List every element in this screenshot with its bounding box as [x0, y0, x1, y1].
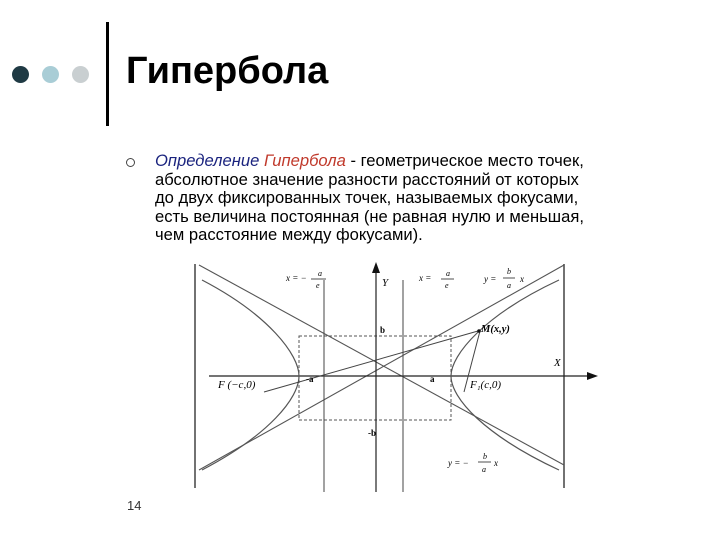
point-m-label: M(x,y): [481, 324, 510, 335]
svg-text:b: b: [483, 452, 487, 461]
svg-text:y =: y =: [484, 274, 497, 284]
asymptote-negative: [199, 265, 564, 465]
focus-right-label: F₁(c,0): [470, 379, 502, 391]
definition-line-5: чем расстояние между фокусами).: [155, 225, 423, 244]
dot-grey: [72, 66, 89, 83]
asymptote-negative-formula: [447, 452, 498, 474]
svg-text:b: b: [507, 267, 511, 276]
asymptote-positive-formula: [483, 267, 524, 290]
y-axis-label: Y: [382, 277, 389, 289]
definition-line-1: - геометрическое место точек,: [345, 151, 584, 170]
x-axis-label: X: [554, 357, 561, 369]
hyperbola-diagram: [194, 260, 614, 492]
definition-line-2: абсолютное значение разности расстояний от которых: [155, 169, 579, 189]
svg-text:x: x: [494, 458, 498, 468]
page-number: 14: [127, 498, 142, 513]
svg-text:y = −: y = −: [448, 458, 469, 468]
svg-text:a: a: [318, 269, 322, 278]
dot-dark: [12, 66, 29, 83]
definition-line-3: до двух фиксированных точек, называемых фокусами,: [155, 188, 579, 207]
definition-term: Гипербола: [263, 151, 346, 170]
directrix-right-formula: [418, 269, 454, 290]
svg-text:x: x: [520, 274, 524, 284]
bullet-icon: [126, 158, 135, 167]
svg-text:a: a: [482, 465, 486, 474]
definition-term-prefix: Определение: [155, 151, 264, 170]
svg-text:x =: x =: [419, 273, 432, 283]
slide-title: Гипербола: [126, 50, 329, 92]
title-divider: [106, 22, 109, 126]
definition-text: [155, 152, 675, 245]
svg-text:e: e: [316, 281, 320, 290]
directrix-left-formula: [285, 269, 326, 290]
dot-light: [42, 66, 59, 83]
svg-text:a: a: [446, 269, 450, 278]
svg-text:x = −: x = −: [286, 273, 307, 283]
label-minus-b: -b: [368, 428, 377, 438]
fundamental-rectangle: [299, 336, 451, 420]
label-a: a: [430, 374, 435, 384]
focus-left-label: F (−c,0): [218, 379, 256, 391]
y-axis-arrow: [372, 262, 380, 273]
svg-text:a: a: [507, 281, 511, 290]
svg-text:e: e: [445, 281, 449, 290]
label-b: b: [380, 325, 386, 335]
decorative-dots: [12, 66, 102, 86]
definition-line-4: есть величина постоянная (не равная нулю и меньшая,: [155, 206, 584, 226]
x-axis-arrow: [587, 372, 598, 380]
hyperbola-right-branch: [451, 280, 559, 470]
asymptote-positive: [199, 265, 564, 470]
label-minus-a: -a: [306, 374, 314, 384]
